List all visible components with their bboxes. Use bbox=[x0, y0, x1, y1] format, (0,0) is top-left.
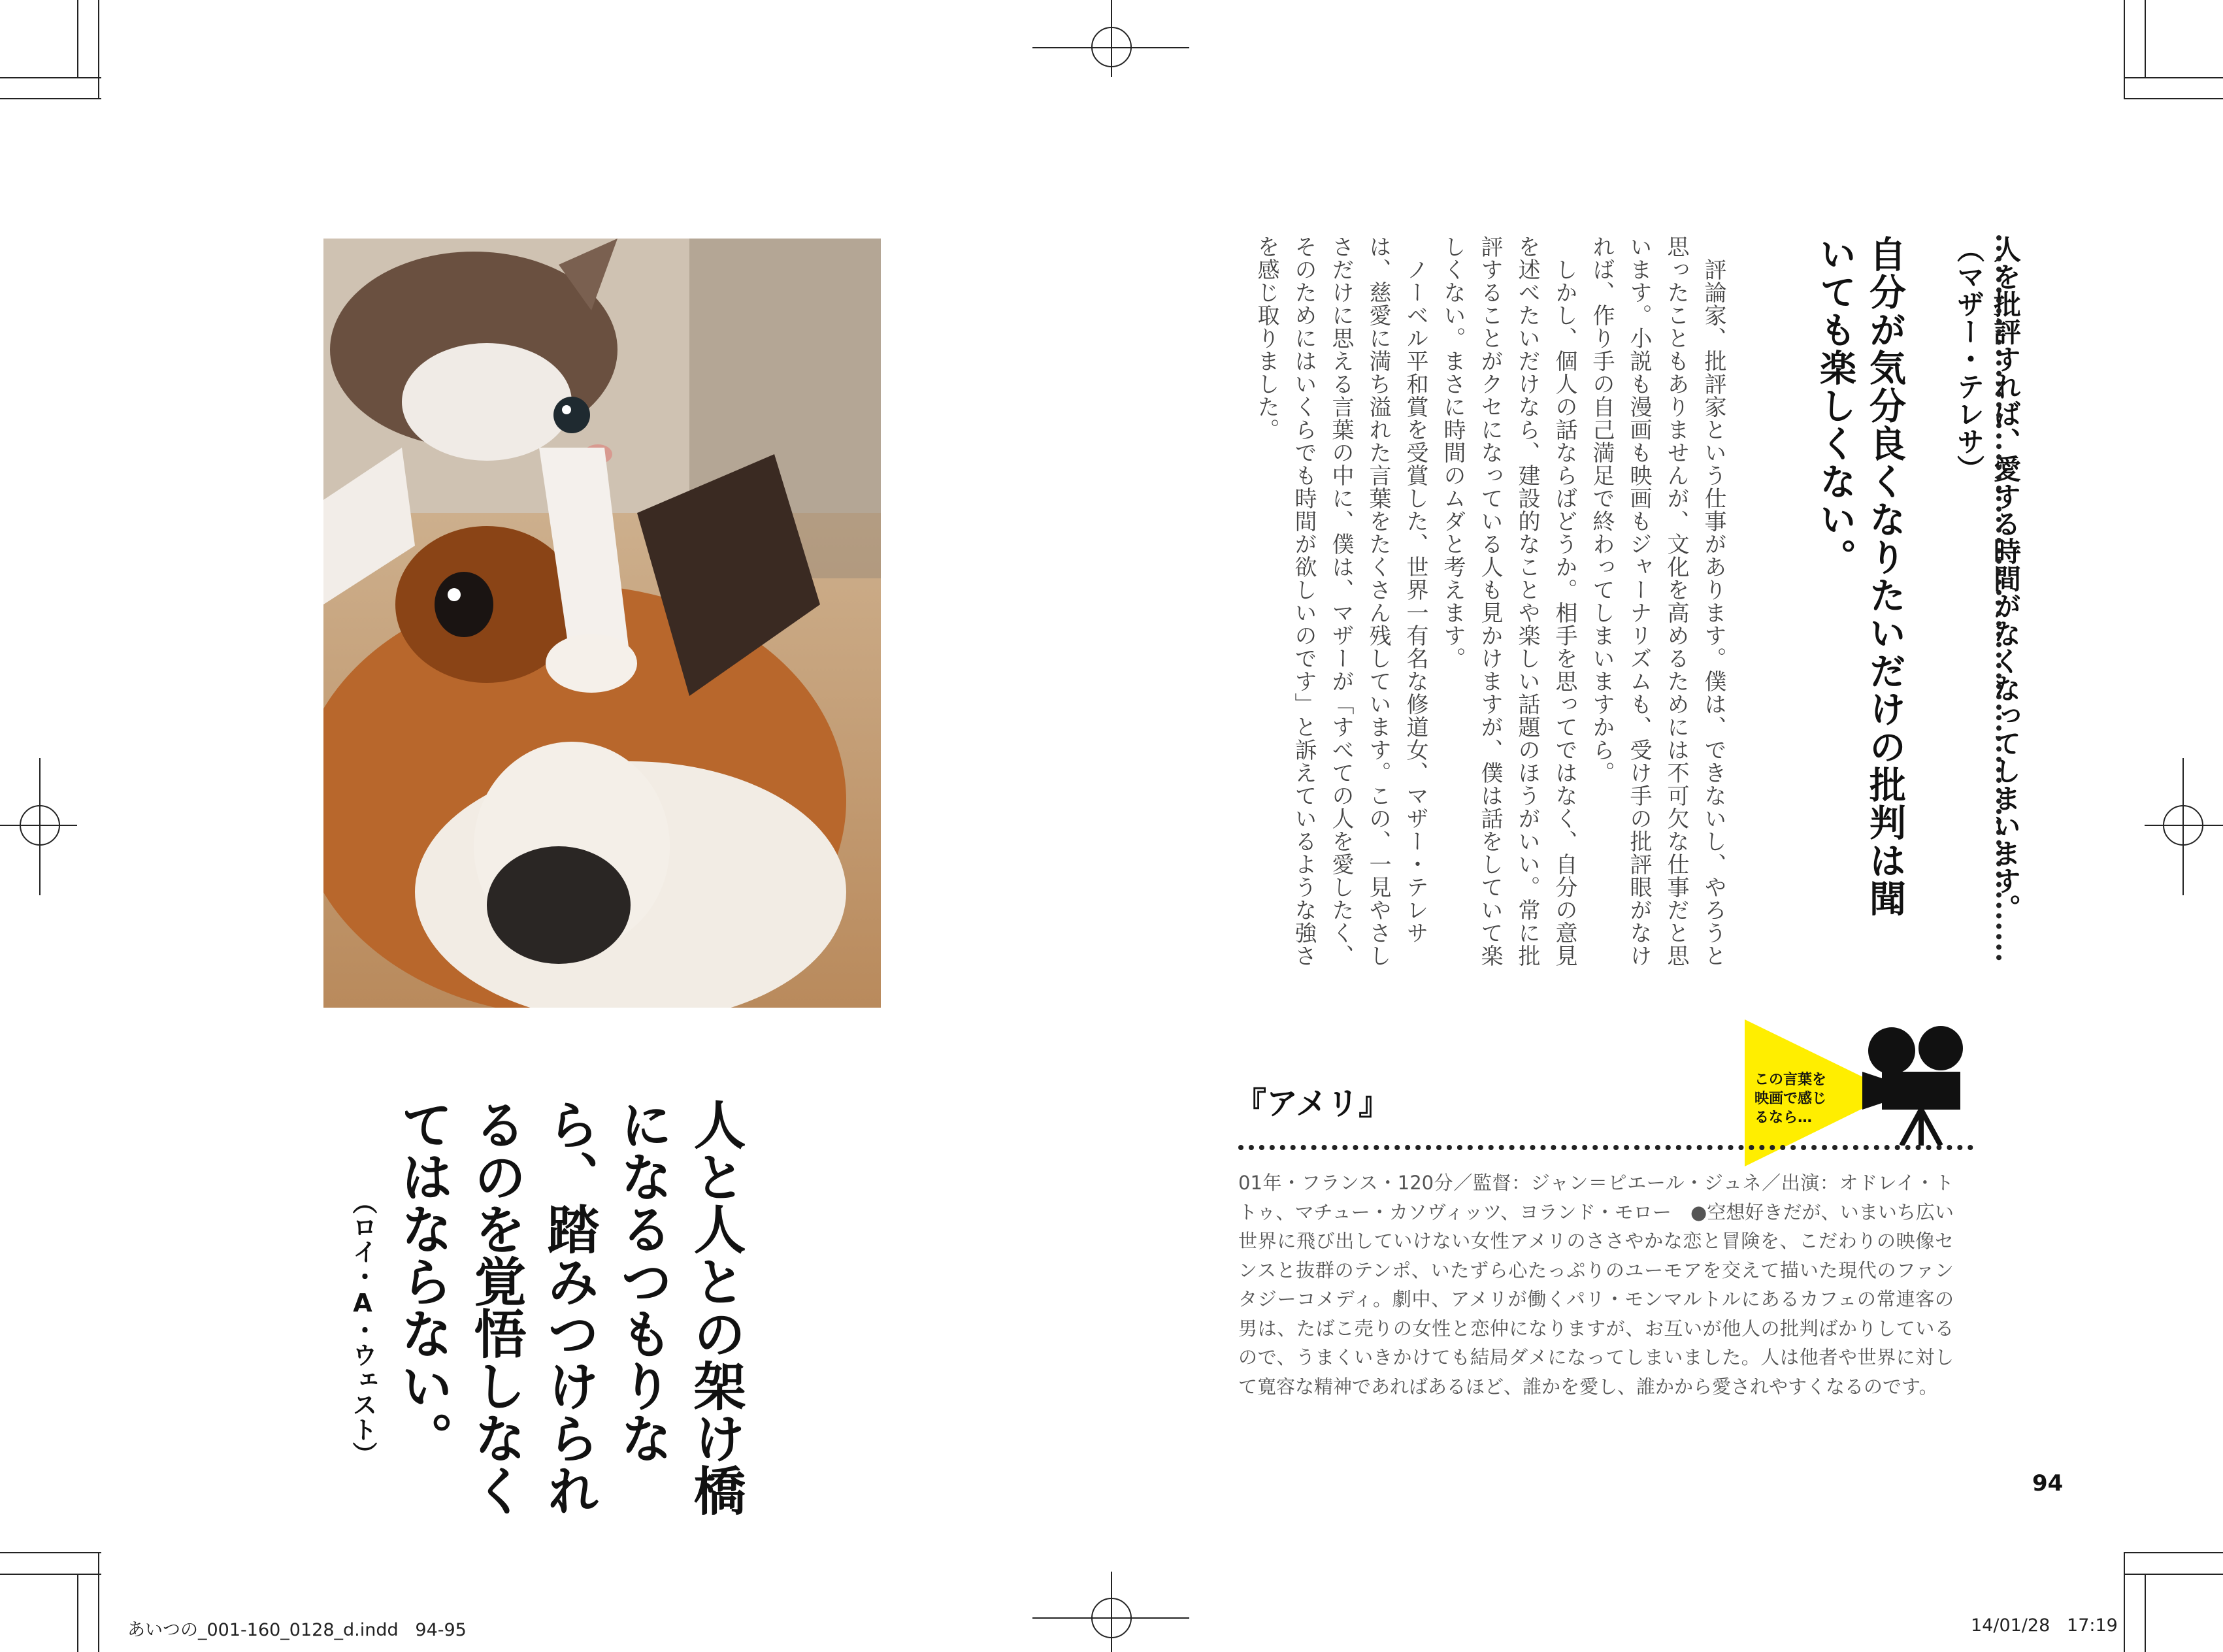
crop-mark bbox=[0, 1552, 101, 1553]
crop-mark bbox=[0, 77, 101, 78]
crop-mark bbox=[2124, 77, 2223, 78]
crop-mark bbox=[2124, 1552, 2223, 1553]
crop-mark bbox=[2124, 1574, 2223, 1575]
crop-mark bbox=[77, 1574, 78, 1652]
crop-mark bbox=[1111, 1572, 1112, 1652]
kitten-on-dog-photo bbox=[323, 239, 881, 1008]
crop-mark bbox=[2145, 825, 2223, 826]
footer-timestamp: 14/01/28 17:19 bbox=[1971, 1615, 2118, 1636]
crop-mark bbox=[2124, 0, 2125, 98]
quote-source: 人を批評すれば、愛する時間がなくなってしまいます。（マザー・テレサ） bbox=[1953, 235, 2022, 921]
movie-description: 01年・フランス・120分／監督：ジャン＝ピエール・ジュネ／出演：オドレイ・トトゥ、マチュー・カソヴィッツ、ヨランド・モロー ●空想好きだが、いまいち広い世界に飛び出していけない女性アメリのささやかな恋と冒険を、こだわりの映像センスと抜群のテンポ、いたずら心たっぷりのユーモアを交えて描いた現代のファンタジーコメディ。劇中、アメリが働くパリ・モンマルトルにあるカフェの常連客の男は、たばこ売りの女性と恋仲になりますが、お互いが他人の批判ばかりしているので、うまくいきかけても結局ダメになってしまいました。人は他者や世界に対して寛容な精神であればあるほど、誰かを愛し、誰かから愛されやすくなるのです。 bbox=[1238, 1172, 1954, 1398]
dotted-divider bbox=[1996, 235, 2001, 961]
main-quote: 人と人との架け橋になるつもりなら、踏みつけられるのを覚悟しなくてはならない。 bbox=[392, 1098, 746, 1516]
crop-mark bbox=[2124, 1552, 2125, 1652]
crop-mark bbox=[2124, 98, 2223, 99]
crop-mark bbox=[98, 0, 99, 98]
page-number: 94 bbox=[2032, 1470, 2064, 1496]
movie-badge-text: この言葉を映画で感じるなら… bbox=[1754, 1072, 1827, 1126]
crop-mark bbox=[2145, 1574, 2146, 1652]
footer-file-name: あいつの_001-160_0128_d.indd 94-95 bbox=[127, 1620, 467, 1640]
quote-attribution: （ロイ・A・ウェスト） bbox=[348, 1189, 377, 1466]
crop-mark bbox=[0, 98, 101, 99]
body-text: 評論家、批評家という仕事があります。僕は、できないし、やろうと思ったこともありませんが、文化を高めるためには不可欠な仕事だと思います。小説も漫画も映画もジャーナリズムも、受け手の批評眼がなければ、作り手の自己満足で終わってしまいますから。 しかし、個人の話ならばどうか。相手を思ってではなく、自分の意見を述べたいだけなら、建設的なことや楽しい話題のほうがいい。常に批評することがクセになっている人も見かけますが、僕は話をしていて楽しくない。まさに時間のムダと考えます。 ノーベル平和賞を受賞した、世界一有名な修道女、マザー・テレサは、慈愛に満ち溢れた言葉をたくさん残しています。この、一見やさしさだけに思える言葉の中に、僕は、マザーが「すべての人を愛したく、そのためにはいくらでも時間が欲しいのです」と訴えているような強さを感じ取りました。 bbox=[1253, 235, 1726, 967]
crop-mark bbox=[77, 0, 78, 77]
crop-mark bbox=[39, 758, 41, 895]
movie-camera-icon bbox=[1862, 1025, 1980, 1146]
dotted-divider bbox=[1238, 1145, 1973, 1150]
movie-title: 『アメリ』 bbox=[1235, 1085, 1391, 1122]
crop-mark bbox=[2145, 0, 2146, 77]
headline: 自分が気分良くなりたいだけの批判は聞いても楽しくない。 bbox=[1814, 235, 1906, 917]
crop-mark bbox=[0, 825, 77, 826]
crop-mark bbox=[98, 1552, 99, 1652]
crop-mark bbox=[2182, 758, 2184, 895]
crop-mark bbox=[1111, 0, 1112, 77]
crop-mark bbox=[0, 1574, 101, 1575]
